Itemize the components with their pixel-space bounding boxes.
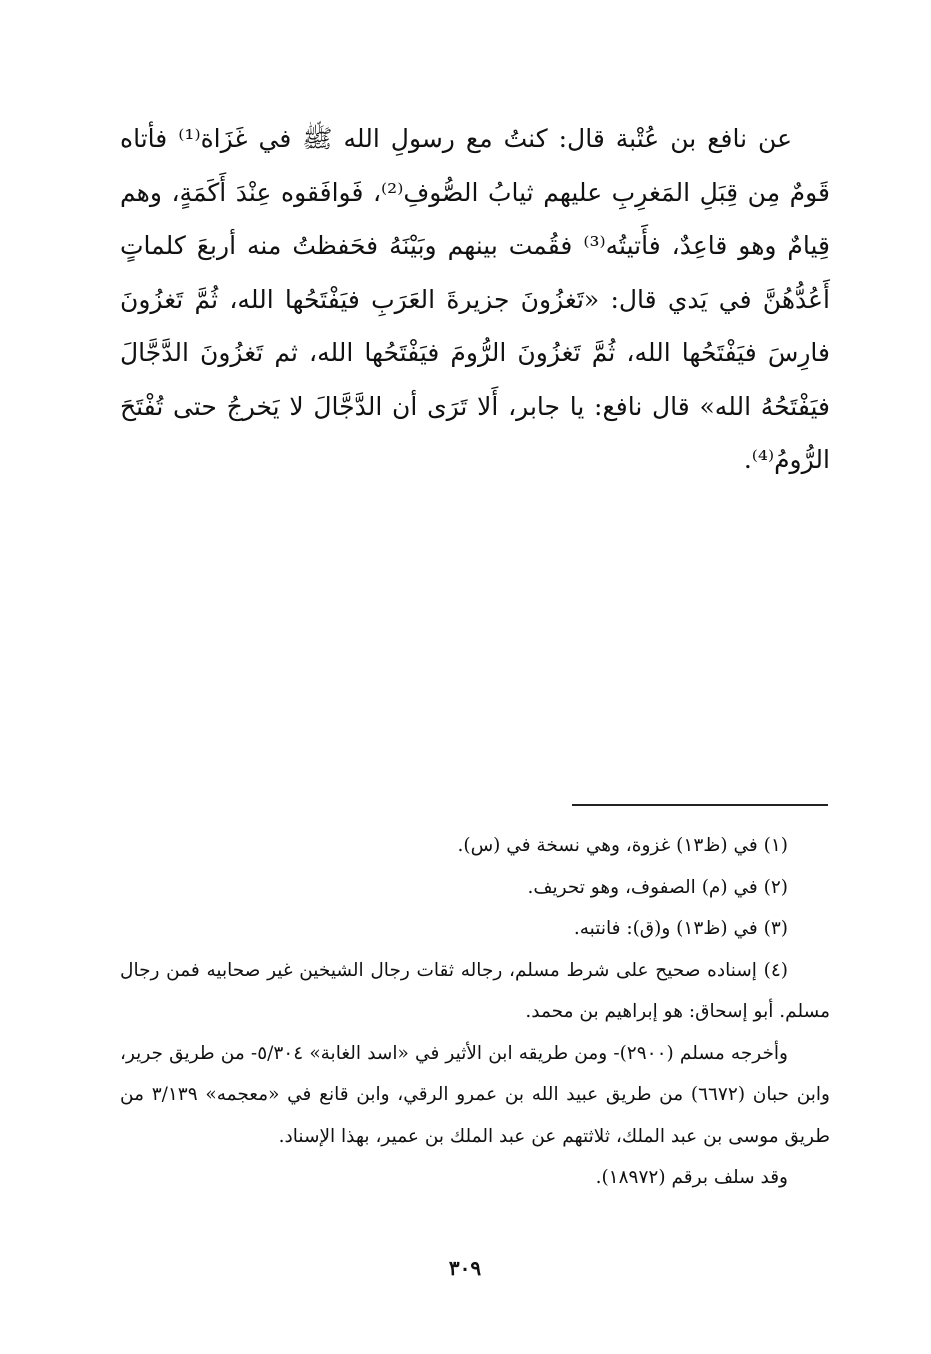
footnote-text: (٤) إسناده صحيح على شرط مسلم، رجاله ثقات رجال الشيخين غير صحابيه فمن رجال مسلم. أبو إسحاق: هو إبراهيم بن محمد. bbox=[120, 959, 830, 1022]
footnote-4 bbox=[120, 950, 830, 1033]
footnote-separator bbox=[572, 804, 828, 806]
hadith-text: عن نافع بن عُتْبة قال: كنتُ مع رسولِ الله ﷺ في غَزَاة⁽¹⁾ فأتاه قَومٌ مِن قِبَلِ المَغرِبِ عليهم ثيابُ الصُّوفِ⁽²⁾، فَوافَقوه عِنْدَ أَكَمَةٍ، وهم قِيامٌ وهو قاعِدٌ، فأَتيتُه⁽³⁾ فقُمت بينهم وبَيْنَهُ فحَفظتُ منه أربعَ كلماتٍ أَعُدُّهُنَّ في يَدي قال: «تَغزُونَ جزيرةَ العَرَبِ فيَفْتَحُها الله، ثُمَّ تَغزُونَ فارِسَ فيَفْتَحُها الله، ثُمَّ تَغزُونَ الرُّومَ فيَفْتَحُها الله، ثم تَغزُونَ الدَّجَّالَ فيَفْتَحُهُ الله» قال نافع: يا جابر، أَلا تَرَى أن الدَّجَّالَ لا يَخرجُ حتى تُفْتَحَ الرُّومُ⁽⁴⁾. bbox=[120, 124, 831, 474]
footnote-text: وأخرجه مسلم (٢٩٠٠)- ومن طريقه ابن الأثير في «اسد الغابة» ٥/٣٠٤- من طريق جرير، وابن حبان (٦٦٧٢) من طريق عبيد الله بن عمرو الرقي، وابن قانع في «معجمه» ٣/١٣٩ من طريق موسى بن عبد الملك، ثلاثتهم عن عبد الملك بن عمير، بهذا الإسناد. bbox=[120, 1042, 830, 1147]
page-number: ٣٠٩ bbox=[448, 1256, 482, 1280]
footnote-text: (١) في (ظ١٣) غزوة، وهي نسخة في (س). bbox=[457, 835, 788, 856]
main-text-block bbox=[120, 112, 830, 487]
footnote-text: وقد سلف برقم (١٨٩٧٢). bbox=[595, 1167, 788, 1188]
hadith-paragraph bbox=[120, 112, 830, 487]
footnote-text: (٢) في (م) الصفوف، وهو تحريف. bbox=[527, 876, 788, 898]
footnote-1 bbox=[120, 825, 830, 867]
footnotes-block bbox=[120, 825, 830, 1199]
footnote-3 bbox=[120, 908, 830, 950]
footnote-2 bbox=[120, 867, 830, 909]
footnote-4-continuation bbox=[120, 1033, 830, 1158]
footnote-text: (٣) في (ظ١٣) و(ق): فانتبه. bbox=[573, 918, 788, 939]
footnote-4-cross-reference bbox=[120, 1157, 830, 1199]
